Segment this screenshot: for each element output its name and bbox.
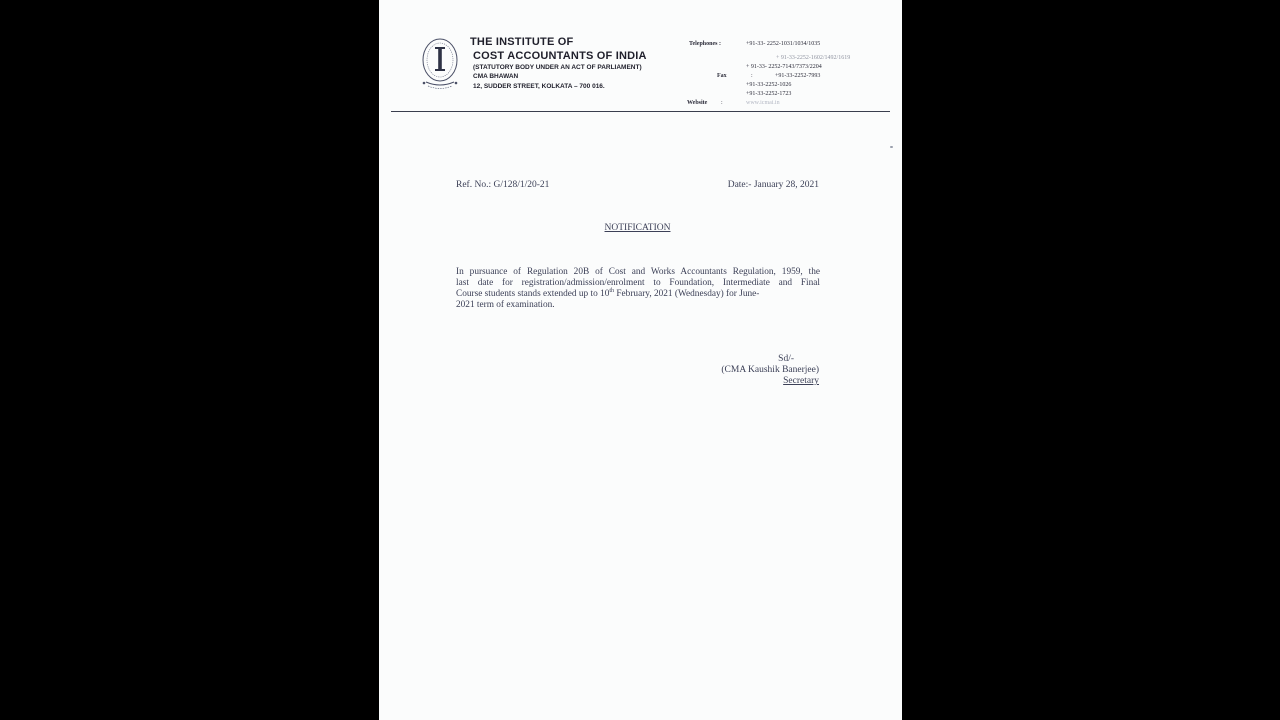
fax-number-1: +91-33-2252-7993	[775, 73, 821, 79]
body-line-3-end: February, 2021 (Wednesday) for June-	[614, 289, 760, 299]
institute-seal-icon	[420, 36, 460, 94]
fax-label: Fax	[717, 73, 727, 79]
statutory-note: (STATUTORY BODY UNDER AN ACT OF PARLIAMENT)	[473, 64, 642, 71]
institute-name-block	[470, 37, 647, 91]
telephone-number-2: + 91-33-2252-1602/1492/1619	[776, 55, 851, 61]
notification-body	[456, 267, 820, 311]
signatory-name: (CMA Kaushik Banerjee)	[721, 365, 819, 375]
telephone-number-3: + 91-33- 2252-7143/7373/2204	[746, 64, 822, 70]
telephones-label: Telephones :	[689, 41, 721, 47]
website-colon: :	[721, 100, 723, 106]
ordinal-suffix: th	[609, 287, 615, 294]
scan-speck	[890, 146, 893, 148]
postal-address: 12, SUDDER STREET, KOLKATA – 700 016.	[473, 83, 605, 90]
telephone-number-1: +91-33- 2252-1031/1034/1035	[746, 41, 821, 47]
body-line-3-start: Course students stands extended up to 10	[456, 289, 610, 299]
institute-name-line2: COST ACCOUNTANTS OF INDIA	[473, 50, 647, 62]
institute-name-line1: THE INSTITUTE OF	[470, 36, 574, 48]
signed-mark: Sd/-	[778, 354, 794, 364]
letter-date: Date:- January 28, 2021	[727, 180, 819, 190]
fax-number-3: +91-33-2252-1723	[746, 91, 792, 97]
fax-number-2: +91-33-2252-1026	[746, 82, 792, 88]
website-url: www.icmai.in	[746, 100, 780, 106]
body-line-1: In pursuance of Regulation 20B of Cost and Works Accountants Regulation, 1959, the	[456, 267, 820, 277]
body-line-3	[456, 289, 820, 300]
document-page	[379, 0, 902, 720]
signatory-designation: Secretary	[783, 376, 819, 386]
building-name: CMA BHAWAN	[473, 72, 519, 80]
header-divider	[391, 111, 890, 112]
website-label: Website	[687, 100, 708, 106]
fax-colon: :	[751, 73, 753, 79]
body-line-2: last date for registration/admission/enrolment to Foundation, Intermediate and Final	[456, 278, 820, 288]
notification-heading: NOTIFICATION	[604, 223, 671, 233]
reference-number: Ref. No.: G/128/1/20-21	[456, 180, 550, 190]
body-line-4: 2021 term of examination.	[456, 300, 555, 310]
